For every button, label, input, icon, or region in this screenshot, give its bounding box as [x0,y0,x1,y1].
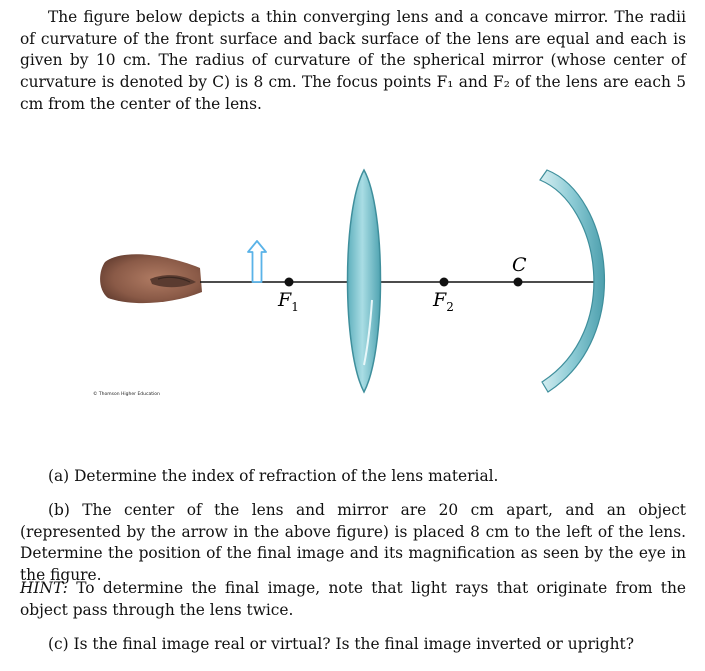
image-credit: © Thomson Higher Education [93,392,160,397]
label-f2: $F_2$ [433,289,454,314]
object-arrow [248,241,266,282]
label-f1: $F_1$ [278,289,299,314]
label-c: C [512,254,527,276]
converging-lens [348,170,381,392]
question-a: (a) Determine the index of refraction of the lens material. [48,467,499,485]
concave-mirror [540,170,604,392]
hint-text: To determine the final image, note that light rays that originate from the object pass through the lens twice. [20,579,686,619]
center-of-curvature-c [514,278,523,287]
focal-point-f2 [440,278,449,287]
question-c: (c) Is the final image real or virtual? Is the final image inverted or upright? [48,635,634,653]
hint-label: HINT: [20,579,68,597]
question-b: (b) The center of the lens and mirror are 20 cm apart, and an object (represented by the arrow in the above figure) is placed 8 cm to the left of the lens. Determine the position of the final image and its magnification as seen by the eye in the figure. [20,501,686,585]
intro-paragraph: The figure below depicts a thin converging lens and a concave mirror. The radii of curvature of the front surface and back surface of the lens are equal and each is given by 10 cm. The radius of curvature of the spherical mirror (whose center of curvature is denoted by C) is 8 cm. The focus points F₁ and F₂ of the lens are each 5 cm from the center of the lens. [20,8,686,113]
eye-image [100,254,202,303]
focal-point-f1 [285,278,294,287]
hint-paragraph [20,578,686,621]
